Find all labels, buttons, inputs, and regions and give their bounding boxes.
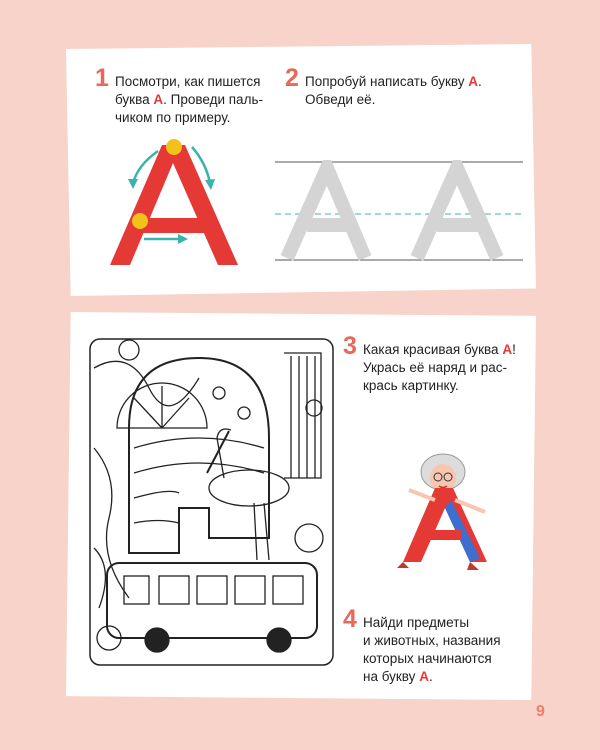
text-span: . xyxy=(477,74,482,89)
step-2 xyxy=(285,64,482,109)
character-shoe xyxy=(467,562,479,570)
text-span: Попробуй написать букву xyxy=(305,74,469,89)
text-span: буква xyxy=(115,92,154,107)
step-text-line: которых начинаются xyxy=(363,651,492,666)
step-text-line: Посмотри, как пишется xyxy=(115,74,261,89)
letter-highlight: А xyxy=(502,342,513,357)
page-number: 9 xyxy=(536,703,545,720)
step-text-line xyxy=(115,91,263,109)
letter-a-example xyxy=(110,135,250,270)
character-shoe xyxy=(397,562,409,568)
letter-highlight: А xyxy=(468,74,478,89)
arrowhead-icon xyxy=(178,234,188,244)
step-text-line xyxy=(305,73,482,91)
text-span: . Проведи паль- xyxy=(163,92,263,107)
step-number: 2 xyxy=(285,64,299,92)
arrowhead-icon xyxy=(205,179,215,190)
step-text-line: Укрась её наряд и рас- xyxy=(363,360,508,375)
letter-highlight: А xyxy=(419,669,429,684)
step-text-line: и животных, названия xyxy=(363,633,501,648)
step-number: 1 xyxy=(95,64,109,92)
trace-letter-a xyxy=(287,168,365,258)
text-span: Какая красивая буква xyxy=(363,342,503,357)
step-3 xyxy=(343,332,516,395)
text-span: ! xyxy=(512,342,516,357)
step-text-line xyxy=(363,341,516,359)
text-span: на букву xyxy=(363,669,420,684)
step-text-line xyxy=(363,668,501,686)
text-span: . xyxy=(428,669,433,684)
step-1 xyxy=(95,64,263,127)
step-text-line: Найди предметы xyxy=(363,615,470,630)
character-crossbar xyxy=(429,530,461,540)
letter-highlight: А xyxy=(153,92,164,107)
start-dot xyxy=(132,213,148,229)
step-text-line: крась картинку. xyxy=(363,378,459,393)
tracing-area xyxy=(275,160,525,265)
step-text-line: Обведи её. xyxy=(305,92,376,107)
character-arm xyxy=(409,490,435,500)
coloring-picture xyxy=(89,338,334,666)
bus-wheel xyxy=(267,628,291,652)
step-number: 3 xyxy=(343,332,357,360)
step-4 xyxy=(343,605,501,686)
arrowhead-icon xyxy=(128,179,138,189)
picture-frame xyxy=(90,339,333,665)
step-number: 4 xyxy=(343,605,357,633)
bus-wheel xyxy=(145,628,169,652)
letter-a-crossbar xyxy=(142,218,204,233)
step-text-line: чиком по примеру. xyxy=(115,110,231,125)
letter-a-character xyxy=(395,450,500,575)
start-dot xyxy=(166,139,182,155)
trace-letter-a xyxy=(417,168,497,258)
letter-a-stroke xyxy=(110,145,238,265)
